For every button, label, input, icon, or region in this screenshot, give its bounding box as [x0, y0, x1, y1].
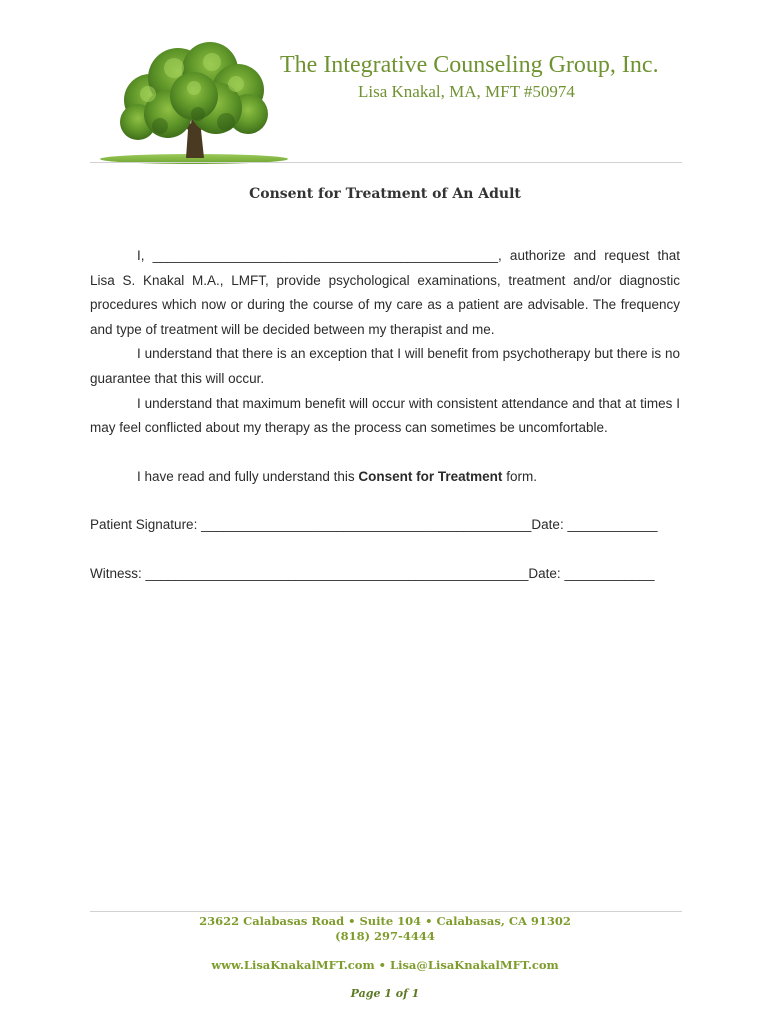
- acknowledgement-prefix: I have read and fully understand this: [137, 469, 359, 485]
- organization-name: The Integrative Counseling Group, Inc.: [280, 52, 659, 78]
- oak-tree-logo: [98, 38, 290, 164]
- page-number: Page 1 of 1: [350, 987, 420, 1000]
- authorization-paragraph: I, ______________________________________________, authorize and request that Lisa S. Knakal M.A., LMFT, provide psychological examinations, treatment and/or diagnostic procedures which now or during the course of my care as a patient are advisable. The frequency and type of treatment will be decided between my therapist and me.: [90, 248, 680, 337]
- consent-body: [90, 244, 680, 490]
- acknowledgement-paragraph: [90, 465, 680, 490]
- attendance-paragraph: I understand that maximum benefit will occur with consistent attendance and that at times I may feel conflicted about my therapy as the process can sometimes be uncomfortable.: [90, 395, 680, 436]
- practitioner-credentials: Lisa Knakal, MA, MFT #50974: [358, 82, 575, 101]
- footer-phone: (818) 297-4444: [335, 929, 435, 943]
- header-divider: [90, 162, 682, 163]
- document-title: Consent for Treatment of An Adult: [249, 186, 521, 202]
- acknowledgement-form-name: Consent for Treatment: [358, 469, 503, 485]
- footer-address: 23622 Calabasas Road • Suite 104 • Calabasas, CA 91302: [199, 914, 571, 928]
- acknowledgement-suffix: form.: [502, 469, 537, 485]
- witness-signature-line[interactable]: Witness: ___________________________________________________Date: ____________: [90, 566, 655, 581]
- patient-signature-line[interactable]: Patient Signature: ____________________________________________Date: ____________: [90, 517, 658, 532]
- exception-paragraph: I understand that there is an exception that I will benefit from psychotherapy but there is no guarantee that this will occur.: [90, 346, 680, 386]
- footer-divider: [90, 911, 682, 912]
- footer-website-email[interactable]: www.LisaKnakalMFT.com • Lisa@LisaKnakalMFT.com: [211, 958, 559, 972]
